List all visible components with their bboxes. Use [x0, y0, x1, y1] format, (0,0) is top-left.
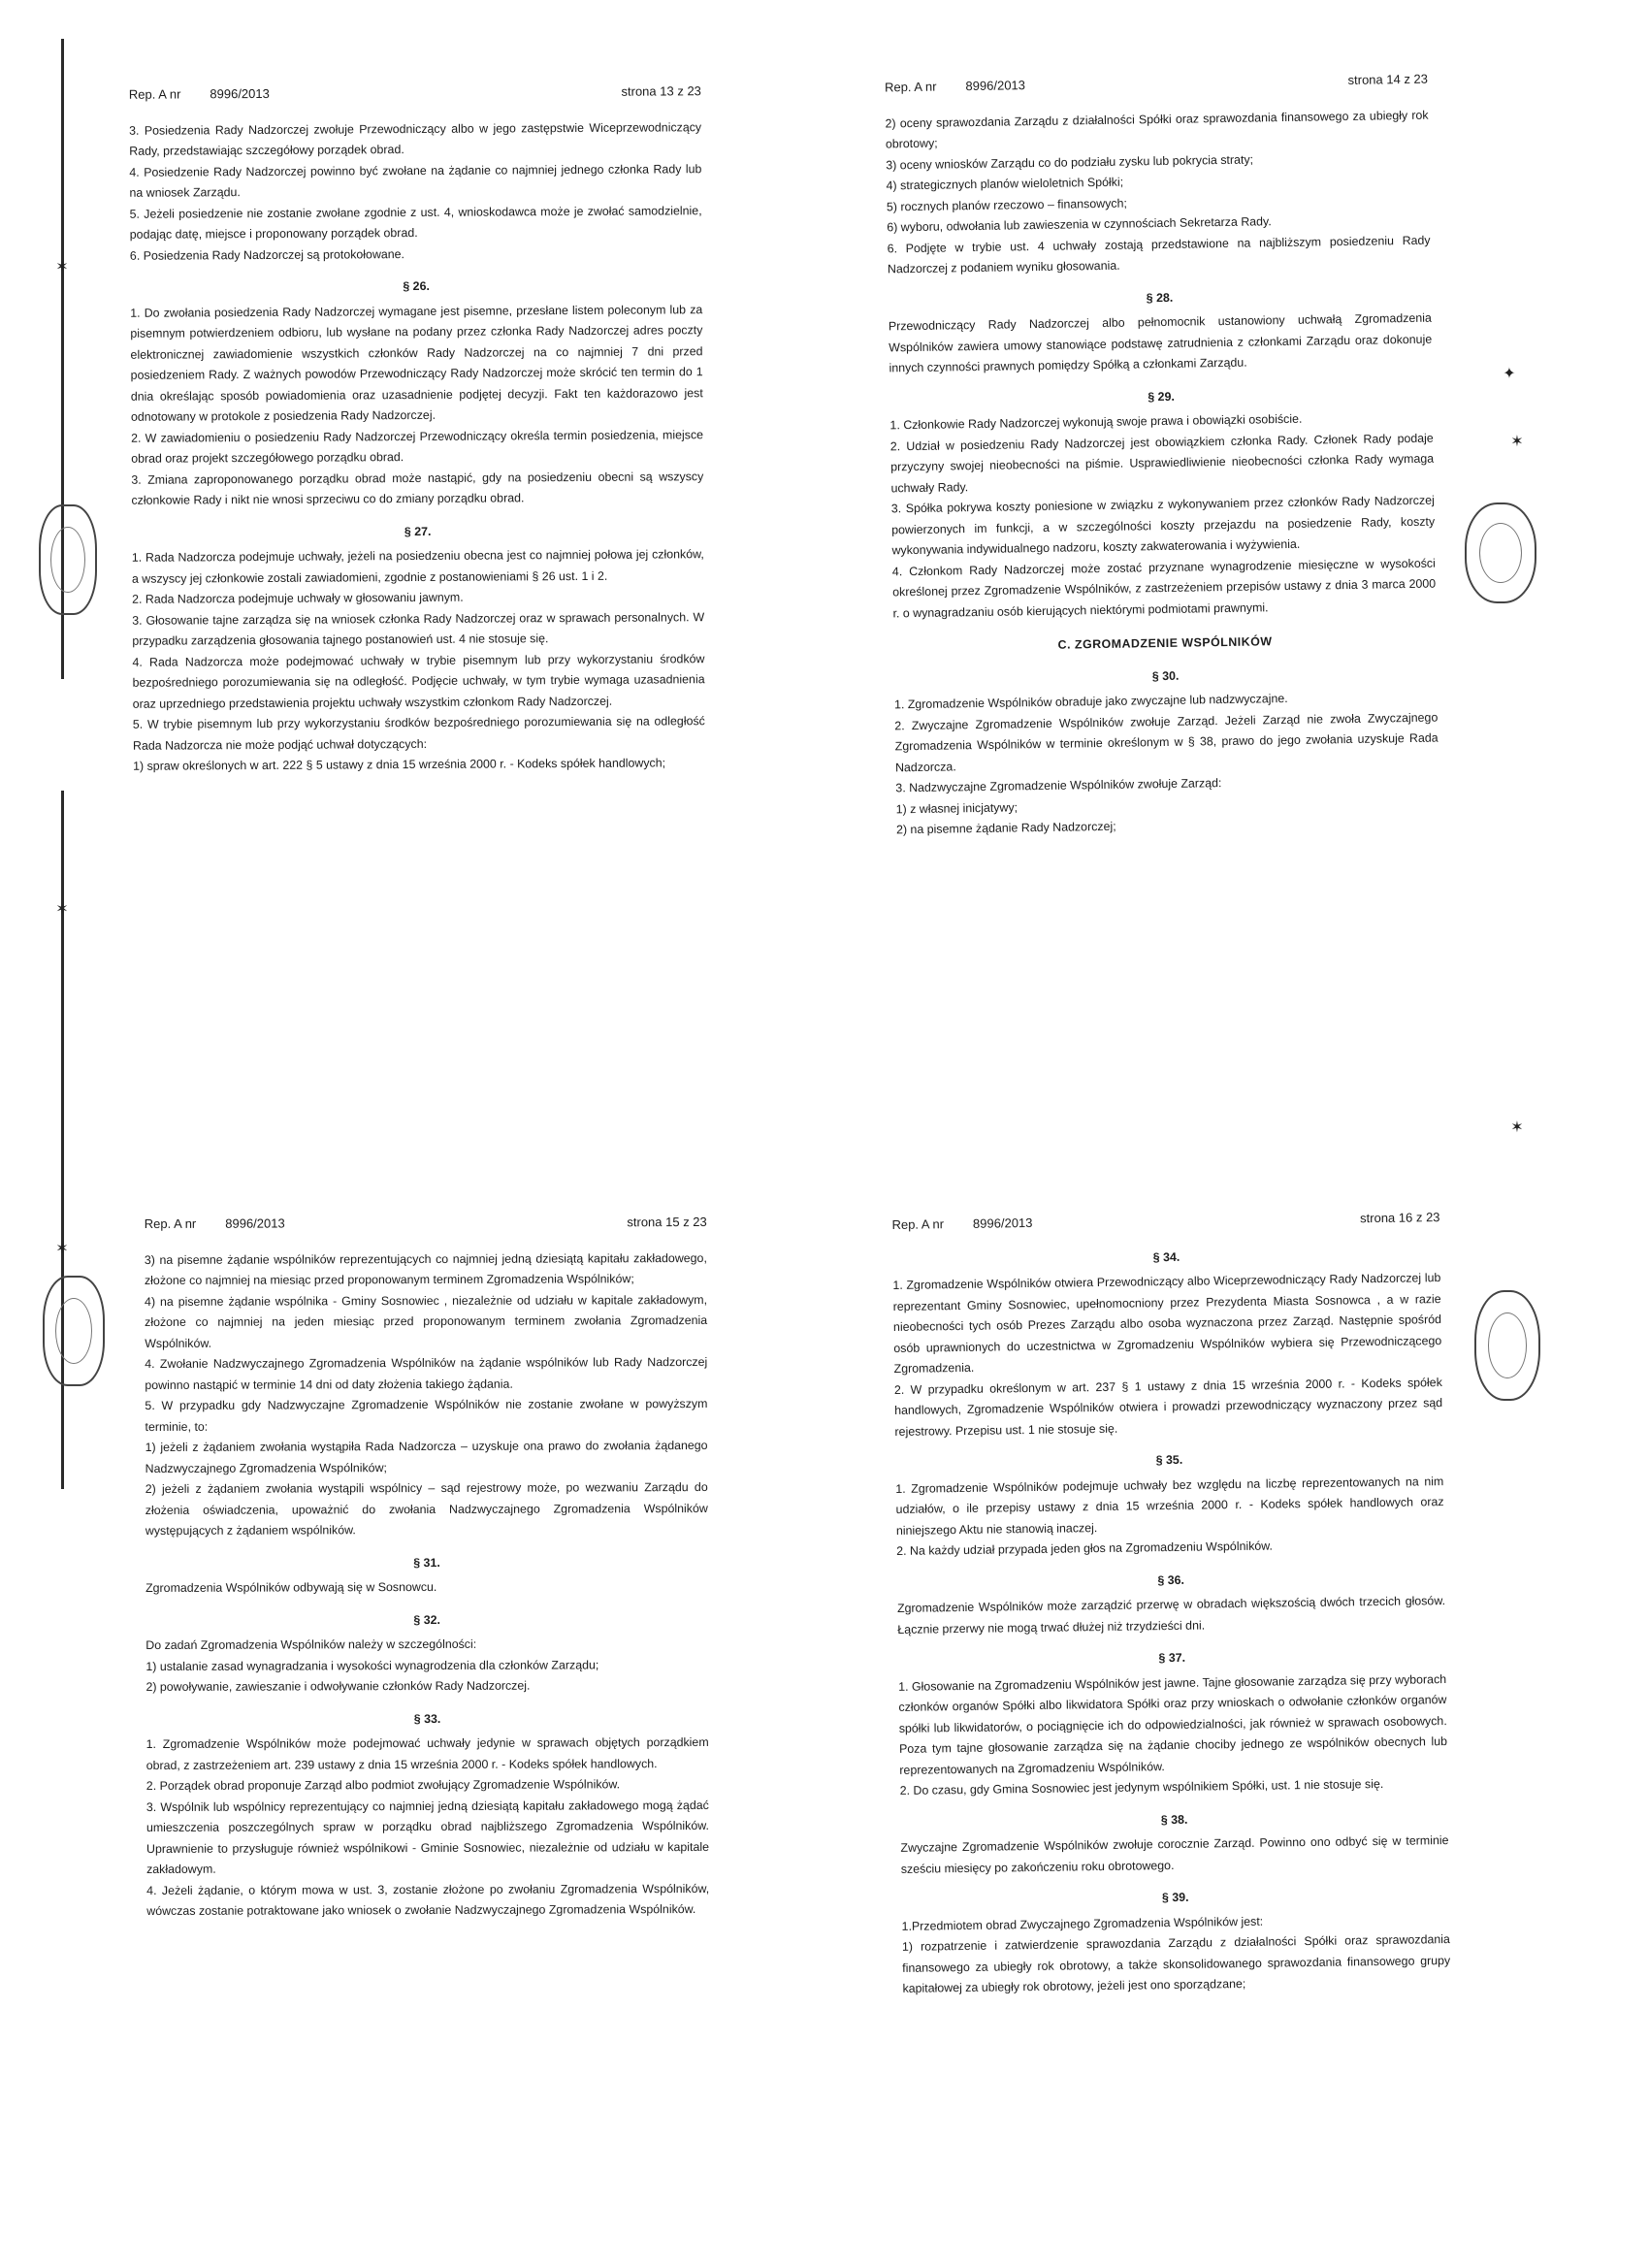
rep-label: Rep. A nr — [144, 1215, 197, 1232]
paragraph: Do zadań Zgromadzenia Wspólników należy w szczególności: — [146, 1636, 477, 1653]
page-header — [145, 1212, 707, 1235]
paragraph: 5. W trybie pisemnym lub przy wykorzystaniu środków bezpośredniego porozumiewania się na odległość Rada Nadzorcza nie może podjąć uchwał dotyczących: — [132, 714, 705, 753]
paragraph: 6. Posiedzenia Rady Nadzorczej są protokołowane. — [129, 246, 405, 263]
page-header — [885, 69, 1428, 98]
paragraph: 3. Nadzwyczajne Zgromadzenie Wspólników zwołuje Zarząd: — [895, 776, 1222, 795]
paragraph: 1. Zgromadzenie Wspólników otwiera Przewodniczący albo Wiceprzewodniczący Rady Nadzorczej lub reprezentant Gminy Sosnowiec, upełnomocniony przez Prezydenta Miasta Sosnowca , a w razie nieobecności tych osób Prezes Zarządu albo osoba wyznaczona przez Zarząd. Następnie spośród osób uprawnionych do uczestnictwa w Zgromadzeniu Wspólników wybiera się Przewodniczącego Zgromadzenia. — [892, 1271, 1442, 1376]
paragraph: 2. Porządek obrad proponuje Zarząd albo podmiot zwołujący Zgromadzenie Wspólników. — [146, 1777, 621, 1794]
section-heading: § 31. — [413, 1555, 440, 1570]
paragraph: 2. Rada Nadzorcza podejmuje uchwały w głosowaniu jawnym. — [132, 590, 464, 606]
paragraph: 4. Rada Nadzorcza może podejmować uchwały w trybie pisemnym lub przy wykorzystaniu środków bezpośredniego porozumiewania się na odległość. Podjęcie uchwały, w tym trybie wymaga uzasadnienia oraz uprzedniego przedstawienia projektu uchwały wszystkim członkom Rady Nadzorczej. — [132, 651, 705, 711]
paragraph: 1.Przedmiotem obrad Zwyczajnego Zgromadzenia Wspólników jest: — [901, 1914, 1264, 1933]
section-heading: § 37. — [1158, 1650, 1186, 1666]
paragraph: 1. Zgromadzenie Wspólników obraduje jako zwyczajne lub nadzwyczajne. — [893, 691, 1288, 712]
notary-seal-stamp — [43, 1276, 105, 1386]
paragraph: 2) powoływanie, zawieszanie i odwoływanie członków Rady Nadzorczej. — [146, 1678, 531, 1695]
page-content — [145, 1247, 709, 1922]
paragraph: 5. W przypadku gdy Nadzwyczajne Zgromadzenie Wspólników nie zostanie zwołane w powyższym terminie, to: — [145, 1396, 708, 1434]
binding-knot-icon: ✶ — [1510, 1119, 1524, 1136]
paragraph: 3. Posiedzenia Rady Nadzorczej zwołuje Przewodniczący albo w jego zastępstwie Wiceprzewodniczący Rady, przedstawiając szczegółowy porządek obrad. — [129, 119, 702, 158]
section-heading: § 33. — [413, 1711, 441, 1726]
paragraph: 3. Głosowanie tajne zarządza się na wniosek członka Rady Nadzorczej oraz w sprawach personalnych. W przypadku zarządzenia głosowania tajnego postanowień ust. 4 nie stosuje się. — [132, 609, 705, 648]
paragraph: 2. Do czasu, gdy Gmina Sosnowiec jest jedynym wspólnikiem Spółki, ust. 1 nie stosuje się. — [899, 1776, 1384, 1798]
section-heading: § 27. — [404, 524, 432, 538]
paragraph: 3. Spółka pokrywa koszty poniesione w związku z wykonywaniem przez członków Rady Nadzorczej powierzonych im funkcji, a w szczególności koszty przejazdu na posiedzenie Rady, koszty wykonywania indywidualnego nadzoru, koszty zakwaterowania i wyżywienia. — [890, 493, 1436, 558]
document-page-16 — [891, 1207, 1450, 1999]
page-header — [129, 81, 701, 105]
page-content — [885, 105, 1439, 841]
document-page-14 — [885, 69, 1439, 841]
binding-knot-icon: ✦ — [1503, 366, 1516, 382]
section-heading: § 28. — [1146, 290, 1174, 305]
page-header — [891, 1207, 1439, 1235]
paragraph: Zgromadzenie Wspólników może zarządzić przerwę w obradach większością dwóch trzecich głosów. Łącznie przerwy nie mogą trwać dłużej niż trzydzieści dni. — [896, 1594, 1446, 1636]
page-content — [892, 1244, 1451, 2000]
rep-number: 8996/2013 — [225, 1215, 285, 1231]
paragraph: 4. Posiedzenie Rady Nadzorczej powinno być zwołane na żądanie co najmniej jednego członka Rady lub na wniosek Zarządu. — [129, 161, 702, 200]
section-heading: § 29. — [1148, 389, 1175, 404]
binding-knot-icon: ✶ — [1510, 434, 1524, 450]
paragraph: 2) na pisemne żądanie Rady Nadzorczej; — [895, 819, 1116, 837]
binding-knot-icon: ✶ — [55, 901, 69, 918]
paragraph: 2) oceny sprawozdania Zarządu z działalności Spółki oraz sprawozdania finansowego za ubiegły rok obrotowy; — [885, 108, 1429, 151]
paragraph: 6. Podjęte w trybie ust. 4 uchwały zostają przedstawione na najbliższym posiedzeniu Rady Nadzorczej z podaniem wyniku głosowania. — [887, 233, 1431, 276]
rep-label: Rep. A nr — [128, 86, 181, 102]
section-heading: § 30. — [1151, 668, 1180, 683]
rep-number: 8996/2013 — [965, 78, 1026, 94]
binding-knot-icon: ✶ — [55, 1241, 69, 1257]
paragraph: 1. Zgromadzenie Wspólników podejmuje uchwały bez względu na liczbę reprezentowanych na nim udziałów, o ile przepisy ustawy z dnia 15 września 2000 r. - Kodeks spółek handlowych oraz niniejszego Aktu nie stanowią inaczej. — [895, 1474, 1444, 1538]
paragraph: 1. Do zwołania posiedzenia Rady Nadzorczej wymagane jest pisemne, przesłane listem poleconym lub za pisemnym potwierdzeniem odbioru, lub wysłane na podany przez członka Rady Nadzorczej adres poczty elektronicznej zawiadomienie wszystkich członków Rady Nadzorczej na co najmniej 7 dni przed posiedzeniem Rady. Z ważnych powodów Przewodniczący Rady Nadzorczej może skrócić ten termin do 1 dnia określając sposób powiadomienia oraz uzasadnienie podjętej decyzji. Fakt ten każdorazowo jest odnotowany w protokole z posiedzenia Rady Nadzorczej. — [130, 302, 703, 424]
paragraph: 1) spraw określonych w art. 222 § 5 ustawy z dnia 15 września 2000 r. - Kodeks spółek handlowych; — [133, 756, 666, 773]
paragraph: Przewodniczący Rady Nadzorczej albo pełnomocnik ustanowiony uchwałą Zgromadzenia Wspólników zawiera umowy stanowiące podstawę zatrudnienia z członkami Zarządu oraz dokonuje innych czynności prawnych pomiędzy Spółką a członkami Zarządu. — [888, 310, 1433, 375]
paragraph: 2. Udział w posiedzeniu Rady Nadzorczej jest obowiązkiem członka Rady. Członek Rady podaje przyczyny swojej nieobecności na piśmie. Usprawiedliwienie nieobecności członka Rady wymaga uchwały Rady. — [889, 431, 1435, 495]
section-heading: § 32. — [413, 1612, 440, 1627]
chapter-heading: C. ZGROMADZENIE WSPÓLNIKÓW — [1057, 634, 1273, 652]
paragraph: 4. Zwołanie Nadzwyczajnego Zgromadzenia Wspólników na żądanie wspólników lub Rady Nadzorczej powinno nastąpić w terminie 14 dni od daty złożenia takiego żądania. — [145, 1354, 708, 1392]
section-heading: § 39. — [1161, 1890, 1189, 1905]
section-heading: § 34. — [1152, 1249, 1180, 1264]
paragraph: 5) rocznych planów rzeczowo – finansowych; — [886, 196, 1127, 213]
notary-seal-stamp — [1465, 502, 1536, 603]
paragraph: 2. Zwyczajne Zgromadzenie Wspólników zwołuje Zarząd. Jeżeli Zarząd nie zwoła Zwyczajnego Zgromadzenia Wspólników w terminie określonym w § 38, prawo do jego zwołania uzyskuje Rada Nadzorcza. — [894, 710, 1439, 774]
paragraph: 1. Zgromadzenie Wspólników może podejmować uchwały jedynie w sprawach objętych porządkiem obrad, z zastrzeżeniem art. 239 ustawy z dnia 15 września 2000 r. - Kodeks spółek handlowych. — [146, 1734, 709, 1772]
paragraph: 3) oceny wniosków Zarządu co do podziału zysku lub pokrycia straty; — [886, 151, 1254, 172]
rep-label: Rep. A nr — [891, 1216, 945, 1232]
paragraph: 1) ustalanie zasad wynagradzania i wysokości wynagrodzenia dla członków Zarządu; — [146, 1657, 599, 1673]
paragraph: 2. Na każdy udział przypada jeden głos na Zgromadzeniu Wspólników. — [896, 1539, 1274, 1558]
rep-number: 8996/2013 — [972, 1215, 1033, 1231]
document-page-15 — [145, 1212, 710, 1923]
paragraph: Zgromadzenia Wspólników odbywają się w Sosnowcu. — [146, 1579, 437, 1596]
paragraph: 1. Członkowie Rady Nadzorczej wykonują swoje prawa i obowiązki osobiście. — [889, 411, 1303, 433]
rep-label: Rep. A nr — [884, 79, 937, 95]
paragraph: 1) z własnej inicjatywy; — [895, 799, 1018, 816]
paragraph: 5. Jeżeli posiedzenie nie zostanie zwołane zgodnie z ust. 4, wnioskodawca może je zwołać samodzielnie, podając datę, miejsce i proponowany porządek obrad. — [129, 203, 702, 242]
paragraph: 2. W przypadku określonym w art. 237 § 1 ustawy z dnia 15 września 2000 r. - Kodeks spółek handlowych, Zgromadzenie Wspólników otwiera i prowadzi przewodniczący wyznaczony przez sąd rejestrowy. Przepisu ust. 1 nie stosuje się. — [893, 1375, 1443, 1439]
page-number: strona 13 z 23 — [621, 83, 701, 99]
paragraph: 4) na pisemne żądanie wspólnika - Gminy Sosnowiec , niezależnie od udziału w kapitale zakładowym, złożone co najmniej na jeden miesiąc przed proponowanym terminem zwołania Zgromadzenia Wspólników. — [145, 1292, 708, 1350]
binding-knot-icon: ✶ — [55, 259, 69, 275]
paragraph: Zwyczajne Zgromadzenie Wspólników zwołuje corocznie Zarząd. Powinno ono odbyć się w terminie sześciu miesięcy po zakończeniu roku obrotowego. — [900, 1833, 1449, 1876]
paragraph: 6) wyboru, odwołania lub zawieszenia w czynnościach Sekretarza Rady. — [887, 214, 1272, 235]
section-heading: § 26. — [403, 278, 430, 294]
section-heading: § 36. — [1157, 1572, 1185, 1587]
page-number: strona 14 z 23 — [1347, 71, 1429, 87]
document-page-13 — [129, 81, 705, 777]
notary-seal-stamp — [1474, 1290, 1540, 1401]
paragraph: 1) jeżeli z żądaniem zwołania wystąpiła Rada Nadzorcza – uzyskuje ona prawo do zwołania żądanego Nadzwyczajnego Zgromadzenia Wspólników; — [145, 1438, 708, 1475]
page-number: strona 16 z 23 — [1359, 1210, 1440, 1226]
paragraph: 4. Jeżeli żądanie, o którym mowa w ust. 3, zostanie złożone po zwołaniu Zgromadzenia Wspólników, wówczas zostanie potraktowane jako wniosek o zwołanie Nadzwyczajnego Zgromadzenia Wspólników. — [146, 1881, 710, 1919]
paragraph: 4) strategicznych planów wieloletnich Spółki; — [886, 175, 1124, 193]
paragraph: 3) na pisemne żądanie wspólników reprezentujących co najmniej jedną dziesiątą kapitału zakładowego, złożone co najmniej na miesiąc przed proponowanym terminem Zgromadzenia Wspólników; — [144, 1250, 707, 1288]
paragraph: 1. Rada Nadzorcza podejmuje uchwały, jeżeli na posiedzeniu obecna jest co najmniej połowa jej członków, a wszyscy jej członkowie zostali zawiadomieni, zgodnie z postanowieniami § 26 ust. 1 i 2. — [131, 547, 704, 586]
paragraph: 1. Głosowanie na Zgromadzeniu Wspólników jest jawne. Tajne głosowanie zarządza się przy wyborach członków organów Spółki albo likwidatora Spółki oraz przy wnioskach o odwołanie członków organów spółki lub likwidatorów, o pociągnięcie ich do odpowiedzialności, jak również w sprawach osobowych. Poza tym tajne głosowanie zarządza się na żądanie chociby jednego ze wspólników obecnych lub reprezentowanych na Zgromadzeniu Wspólników. — [898, 1671, 1448, 1777]
section-heading: § 35. — [1155, 1452, 1183, 1468]
paragraph: 1) rozpatrzenie i zatwierdzenie sprawozdania Zarządu z działalności Spółki oraz sprawozdania finansowego za ubiegły rok obrotowy, a także skonsolidowanego sprawozdania finansowego grupy kapitałowej za ubiegły rok obrotowy, jeżeli jest ono sporządzane; — [901, 1932, 1451, 1995]
page-content — [129, 117, 705, 778]
paragraph: 4. Członkom Rady Nadzorczej może zostać przyznane wynagrodzenie miesięczne w wysokości określonej przez Zgromadzenie Wspólników, z zastrzeżeniem przepisów ustawy z dnia 3 marca 2000 r. o wynagradzaniu osób kierujących niektórymi podmiotami prawnymi. — [891, 556, 1437, 620]
paragraph: 3. Zmiana zaproponowanego porządku obrad może nastąpić, gdy na posiedzeniu obecni są wszyscy członkowie Rady i nikt nie wnosi sprzeciwu co do zmiany porządku obrad. — [131, 469, 704, 507]
paragraph: 2. W zawiadomieniu o posiedzeniu Rady Nadzorczej Przewodniczący określa termin posiedzenia, miejsce obrad oraz projekt szczegółowego porządku obrad. — [131, 427, 704, 466]
paragraph: 3. Wspólnik lub wspólnicy reprezentujący co najmniej jedną dziesiątą kapitału zakładowego mogą żądać umieszczenia poszczególnych spraw w porządku obrad najbliższego Zgromadzenia Wspólników. Uprawnienie to przysługuje również wspólnikowi - Gminie Sosnowiec, niezależnie od udziału w kapitale zakładowym. — [146, 1798, 710, 1877]
section-heading: § 38. — [1160, 1812, 1188, 1827]
page-number: strona 15 z 23 — [627, 1214, 707, 1230]
notary-seal-stamp — [39, 504, 97, 615]
rep-number: 8996/2013 — [210, 85, 270, 102]
paragraph: 2) jeżeli z żądaniem zwołania wystąpili wspólnicy – sąd rejestrowy może, po wezwaniu Zarządu do złożenia oświadczenia, upoważnić do zwołania Nadzwyczajnego Zgromadzenia Wspólników występujących z żądaniem wspólników. — [145, 1479, 708, 1539]
